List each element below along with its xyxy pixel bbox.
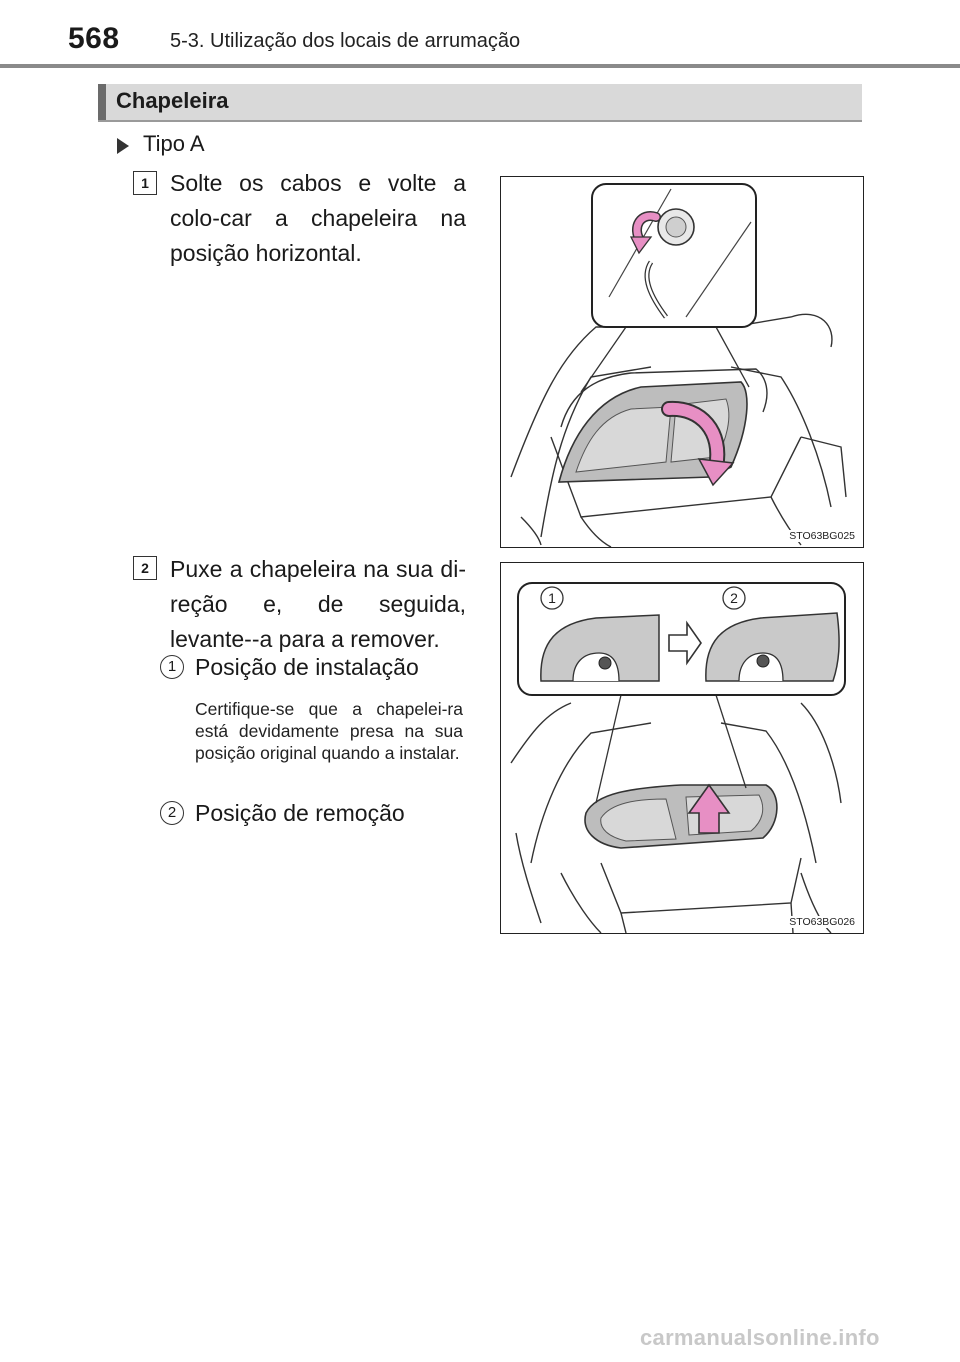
watermark: carmanualsonline.info xyxy=(640,1325,880,1350)
shelf-removal-illustration xyxy=(501,563,863,933)
circled-number: 1 xyxy=(160,655,184,679)
installation-position-label: Posição de instalação xyxy=(195,654,419,680)
tailgate-cables-illustration xyxy=(501,177,863,547)
figure-code: STO63BG026 xyxy=(789,916,855,928)
step-number-badge: 1 xyxy=(133,171,157,195)
figure-step-1 xyxy=(500,176,864,548)
callout-number: 1 xyxy=(548,590,556,606)
figure-step-2 xyxy=(500,562,864,934)
figure-code: STO63BG025 xyxy=(789,530,855,542)
header-divider xyxy=(0,64,960,68)
type-label: Tipo A xyxy=(143,131,205,156)
triangle-bullet-icon xyxy=(117,138,129,154)
installation-note: Certifique-se que a chapelei-ra está devidamente presa na sua posição original quando a instalar. xyxy=(195,699,463,763)
step-1-text: Solte os cabos e volte a colo-car a chapeleira na posição horizontal. xyxy=(170,170,466,266)
page-number: 568 xyxy=(68,22,120,55)
callout-number: 2 xyxy=(730,590,738,606)
section-heading-bar xyxy=(98,84,862,122)
removal-position-label: Posição de remoção xyxy=(195,800,405,826)
section-title: Chapeleira xyxy=(116,88,229,113)
step-2-text: Puxe a chapeleira na sua di-reção e, de seguida, levante--a para a remover. xyxy=(170,556,466,652)
chapter-title: 5-3. Utilização dos locais de arrumação xyxy=(170,30,521,52)
step-number-badge: 2 xyxy=(133,556,157,580)
section-accent xyxy=(98,84,106,120)
circled-number: 2 xyxy=(160,801,184,825)
